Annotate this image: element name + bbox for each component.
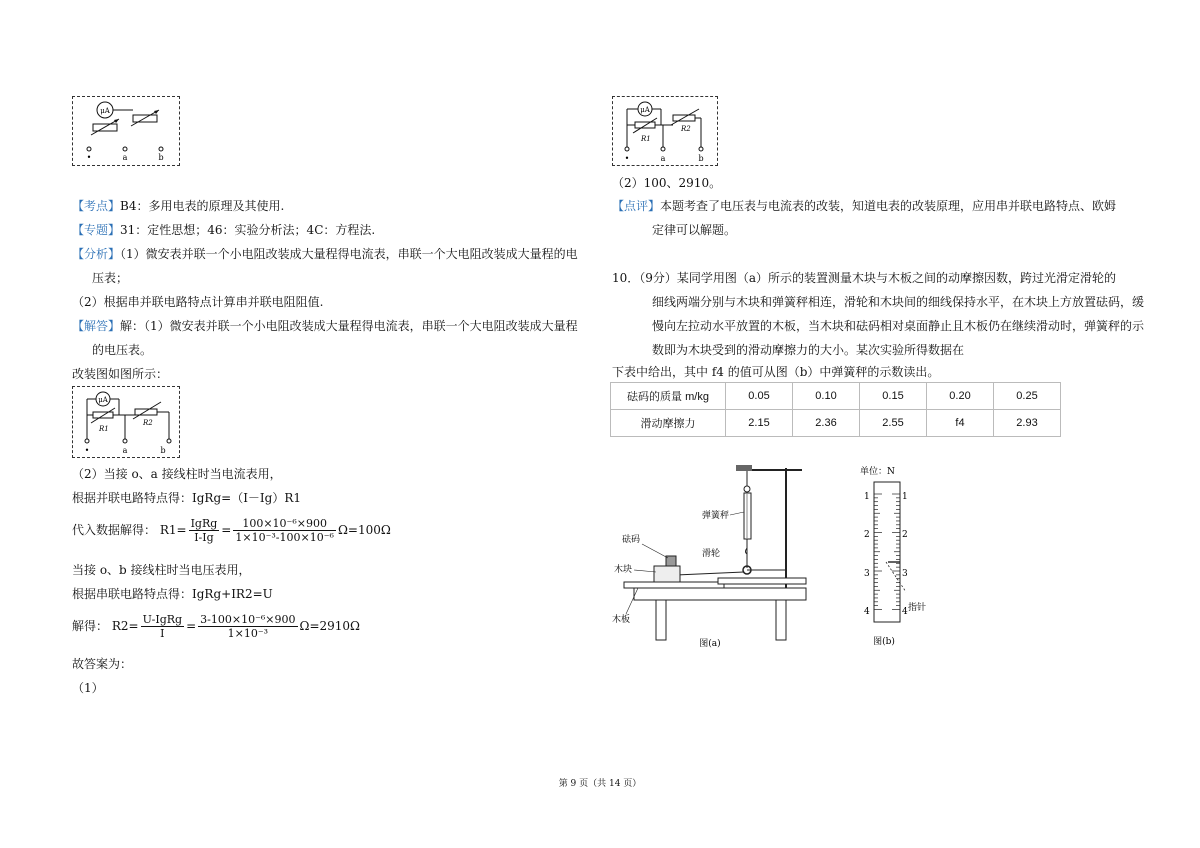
svg-text:a: a	[122, 446, 128, 455]
svg-text:•: •	[624, 154, 630, 163]
label-weight: 砝码	[622, 535, 641, 545]
svg-text:•: •	[86, 153, 92, 162]
label-pulley: 滑轮	[702, 549, 721, 559]
svg-text:4: 4	[864, 607, 870, 617]
table-row	[611, 410, 1061, 437]
gaizhuang-line: 改装图如图所示：	[72, 367, 169, 381]
caption-b: 图(b)	[873, 637, 895, 647]
jieda-line-2: 的电压表。	[92, 343, 153, 357]
svg-text:R2: R2	[681, 125, 691, 133]
svg-text:R1: R1	[99, 425, 109, 433]
fenxi-line-1: 【分析】（1）微安表并联一个小电阻改装成大量程得电流表，串联一个大电阻改装成大量程的电	[72, 247, 578, 261]
table-cell: 0.05	[726, 383, 793, 410]
table-cell: f4	[927, 410, 994, 437]
circuit-diagram-original	[72, 96, 180, 166]
q10-line-5: 下表中给出，其中 f4 的值可从图（b）中弹簧秤的示数读出。	[612, 365, 940, 379]
q10-line-2: 细线两端分别与木块和弹簧秤相连，滑轮和木块间的细线保持水平，在木块上方放置砝码，缓	[652, 295, 1145, 309]
svg-text:b: b	[160, 446, 166, 455]
table-cell: 0.25	[994, 383, 1061, 410]
svg-text:a: a	[122, 153, 128, 162]
formula-r1: 代入数据解得： R1= $\frac{\text{IgRg}}{I-Ig}$ = $\frac{\text{100×10⁻⁶×900}}{\text{1×10⁻³-100×10⁻⁶}}$ Ω=100Ω	[72, 517, 391, 544]
fenxi-line-2: 压表；	[92, 271, 129, 285]
q10-line-4: 数即为木块受到的滑动摩擦力的大小。某次实验所得数据在	[652, 343, 965, 357]
table-cell: 0.10	[793, 383, 860, 410]
label-spring: 弹簧秤	[702, 511, 730, 521]
meter-label: μA	[100, 107, 110, 115]
svg-text:2: 2	[864, 530, 870, 540]
circuit-diagram-modified-left	[72, 386, 180, 458]
svg-text:3: 3	[902, 569, 908, 579]
fenxi-tag: 【分析】	[72, 247, 121, 261]
scale-unit: 单位：N	[860, 467, 895, 477]
jieda-line-1: 【解答】解：（1）微安表并联一个小电阻改装成大量程得电流表，串联一个大电阻改装成大量程	[72, 319, 578, 333]
zhuanti-tag: 【专题】	[72, 223, 121, 237]
svg-text:R2: R2	[143, 419, 153, 427]
svg-text:•: •	[84, 446, 90, 455]
svg-text:1: 1	[902, 492, 908, 502]
svg-text:R1: R1	[641, 135, 651, 143]
table-cell: 2.93	[994, 410, 1061, 437]
dianping-line-2: 定律可以解题。	[652, 223, 737, 237]
table-cell: 2.36	[793, 410, 860, 437]
circuit-svg-3	[613, 97, 717, 165]
table-cell: 2.55	[860, 410, 927, 437]
figure-b-scale	[850, 462, 940, 652]
page-footer: 第 9 页（共 14 页）	[558, 779, 642, 789]
part2-line-1: （2）当接 o、a 接线柱时当电流表用，	[72, 467, 282, 481]
part3-line-2: 根据串联电路特点得：IgRg+IR2=U	[72, 587, 273, 601]
label-pointer: 指针	[908, 603, 927, 613]
part3-line-1: 当接 o、b 接线柱时当电压表用，	[72, 563, 251, 577]
table-cell: 2.15	[726, 410, 793, 437]
dianping-tag: 【点评】	[612, 199, 661, 213]
q10-line-1: 10．（9分）某同学用图（a）所示的装置测量木块与木板之间的动摩擦因数，跨过光滑定滑轮的	[612, 271, 1117, 285]
dianping-line-1: 【点评】本题考查了电压表与电流表的改装，知道电表的改装原理，应用串并联电路特点、欧姆	[612, 199, 1117, 213]
friction-data-table	[610, 382, 1061, 437]
figure-a-apparatus	[606, 460, 816, 650]
svg-text:1: 1	[864, 492, 870, 502]
table-cell: 0.15	[860, 383, 927, 410]
circuit-diagram-modified-right	[612, 96, 718, 166]
kaodian-line: 【考点】B4：多用电表的原理及其使用.	[72, 199, 285, 213]
table-row	[611, 383, 1061, 410]
label-board: 木板	[612, 615, 631, 625]
q10-line-3: 慢向左拉动水平放置的木板，当木块和砝码相对桌面静止且木板仍在继续滑动时，弹簧秤的示	[652, 319, 1145, 333]
zhuanti-line: 【专题】31：定性思想；46：实验分析法；4C：方程法.	[72, 223, 376, 237]
scale-ticks	[874, 494, 900, 610]
part2-line-2: 根据并联电路特点得：IgRg=（I－Ig）R1	[72, 491, 302, 505]
svg-text:2: 2	[902, 530, 908, 540]
table-header-friction: 滑动摩擦力	[611, 410, 726, 437]
svg-text:a: a	[660, 154, 666, 163]
jieda-tag: 【解答】	[72, 319, 121, 333]
answer-2: （2）100、2910。	[612, 176, 722, 190]
kaodian-tag: 【考点】	[72, 199, 121, 213]
circuit-svg-1	[73, 97, 179, 165]
caption-a: 图(a)	[699, 639, 721, 649]
svg-text:b: b	[698, 154, 704, 163]
table-cell: 0.20	[927, 383, 994, 410]
svg-text:μA: μA	[98, 396, 108, 404]
table-header-mass: 砝码的质量 m/kg	[611, 383, 726, 410]
svg-text:μA: μA	[640, 106, 650, 114]
answer-1: （1）	[72, 681, 104, 695]
fenxi-line-3: （2）根据串并联电路特点计算串并联电阻阻值.	[72, 295, 324, 309]
svg-text:3: 3	[864, 569, 870, 579]
svg-text:b: b	[158, 153, 164, 162]
circuit-svg-2	[73, 387, 179, 457]
formula-r2: 解得： R2= $\frac{\text{U-IgRg}}{I}$ = $\frac{\text{3-100×10⁻⁶×900}}{\text{1×10⁻³}}$ Ω=2910Ω	[72, 613, 361, 640]
label-block: 木块	[614, 565, 633, 575]
answer-title: 故答案为：	[72, 657, 133, 671]
svg-text:4: 4	[902, 607, 908, 617]
